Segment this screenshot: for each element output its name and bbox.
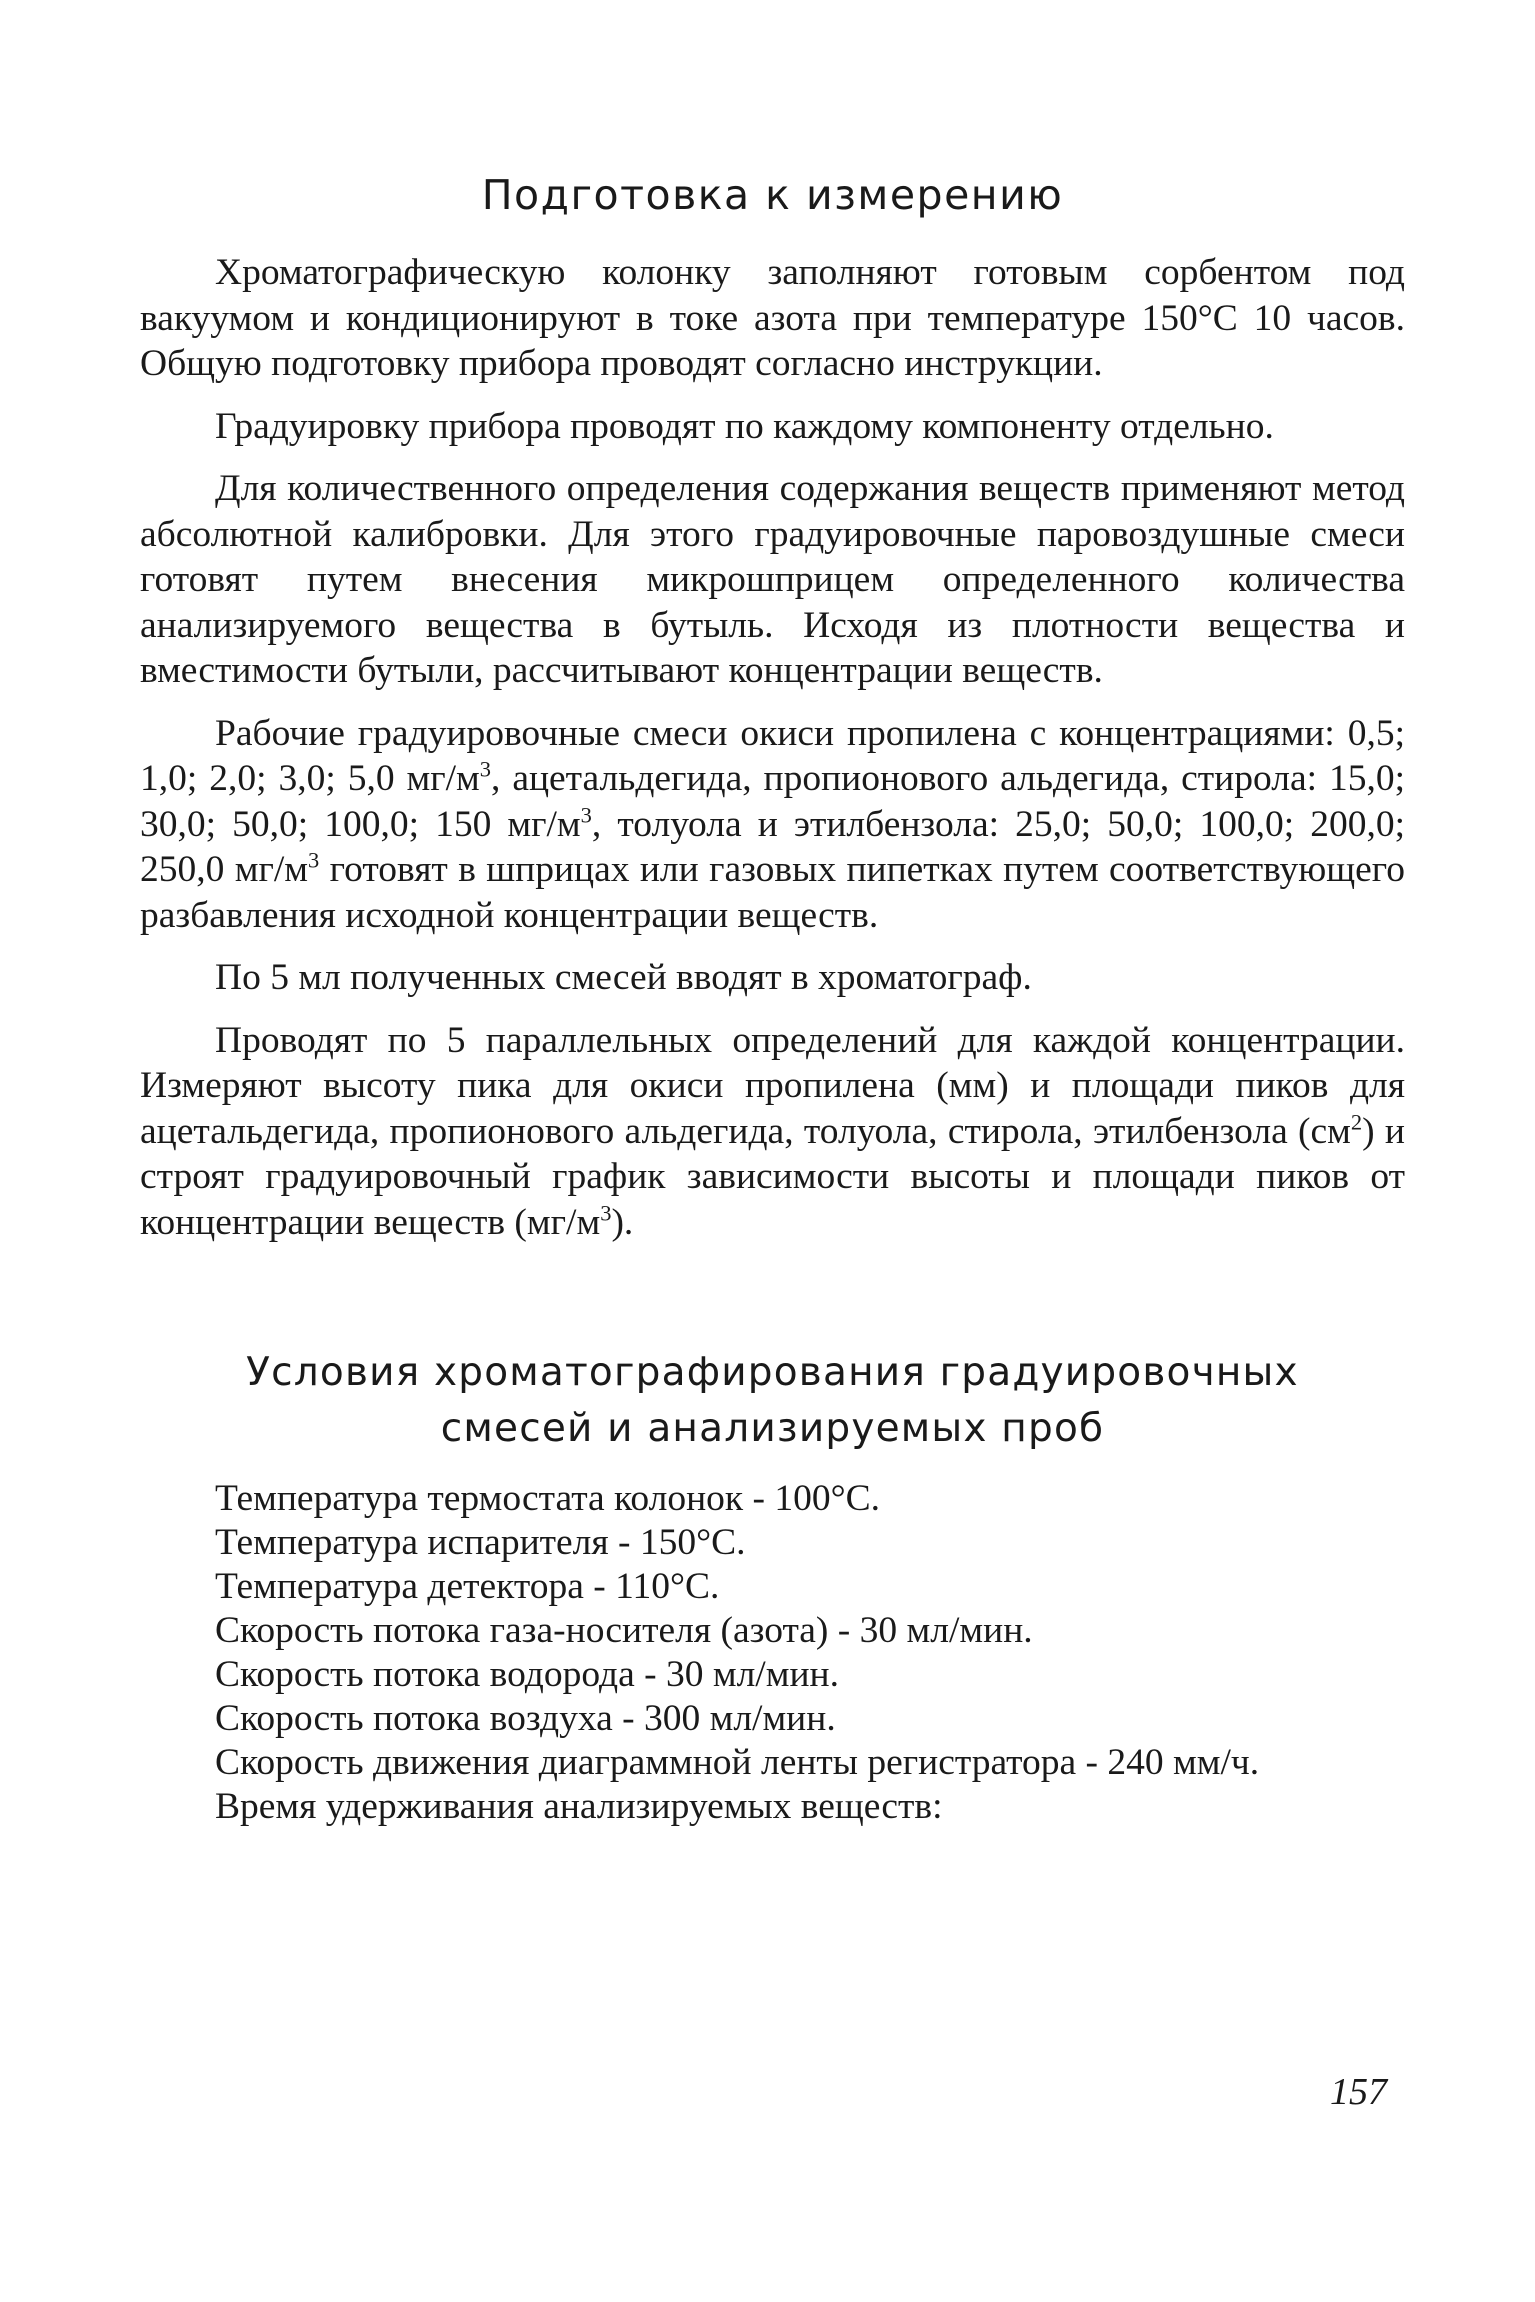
text-segment: Проводят по 5 параллельных определений для каждой концентрации. Измеряют высоту пика для окиси пропилена (мм) и площади пиков для ацетальдегида, пропионового альдегида, толуола, стирола, этилбензола (см <box>140 1019 1405 1152</box>
text-segment: , толуола и этилбензола: 25,0; 50,0; 100,0; 200,0; 250,0 мг/м <box>140 803 1405 890</box>
condition-item: Температура детектора - 110°С. <box>215 1566 720 1607</box>
text-segment: , ацетальдегида, пропионового альдегида, стирола: 15,0; 30,0; 50,0; 100,0; 150 мг/м <box>140 758 1405 845</box>
text-segment: ). <box>611 1201 634 1243</box>
paragraph-column-prep: Хроматографическую колонку заполняют готовым сорбентом под вакуумом и кондиционируют в токе азота при температуре 150°С 10 часов. Общую подготовку прибора проводят согласно инструкции. <box>140 252 1405 384</box>
superscript: 3 <box>600 1200 612 1225</box>
paragraph-parallel-determinations <box>140 1018 1405 1246</box>
paragraph-absolute-calibration: Для количественного определения содержания веществ применяют метод абсолютной калибровки. Для этого градуировочные паровоздушные смеси готовят путем внесения микрошприцем определенного количества анализируемого вещества в бутыль. Исходя из плотности вещества и вместимости бутыли, рассчитывают концентрации веществ. <box>140 468 1405 691</box>
text-segment: готовят в шприцах или газовых пипетках путем соответствующего разбавления исходной концентрации веществ. <box>140 849 1405 936</box>
conditions-list <box>140 1477 1405 1829</box>
condition-item: Температура испарителя - 150°С. <box>215 1522 746 1563</box>
paragraph-calibration: Градуировку прибора проводят по каждому компоненту отдельно. <box>215 405 1274 447</box>
superscript: 2 <box>1350 1109 1363 1134</box>
text-segment: ) и строят градуировочный график зависимости высоты и площади пиков от концентрации веществ (мг/м <box>140 1110 1405 1243</box>
superscript: 3 <box>479 756 492 782</box>
condition-item-retention: Время удерживания анализируемых веществ: <box>215 1786 943 1827</box>
title-line: смесей и анализируемых проб <box>440 1406 1105 1451</box>
section-title-preparation: Подготовка к измерению <box>481 171 1064 219</box>
condition-item: Температура термостата колонок - 100°С. <box>215 1478 881 1519</box>
section-title-conditions <box>140 1345 1405 1457</box>
text-segment: Рабочие градуировочные смеси окиси пропилена с концентрациями: 0,5; 1,0; 2,0; 3,0; 5,0 мг/м <box>140 712 1405 799</box>
condition-item: Скорость потока газа-носителя (азота) - 30 мл/мин. <box>215 1610 1033 1651</box>
condition-item: Скорость потока воздуха - 300 мл/мин. <box>215 1698 836 1739</box>
title-line: Условия хроматографирования градуировочных <box>246 1350 1299 1395</box>
superscript: 3 <box>308 847 320 873</box>
page-number: 157 <box>1330 2071 1387 2113</box>
document-page <box>140 170 1405 1829</box>
paragraph-working-mixtures <box>140 711 1405 939</box>
condition-item: Скорость потока водорода - 30 мл/мин. <box>215 1654 839 1695</box>
paragraph-injection: По 5 мл полученных смесей вводят в хроматограф. <box>215 957 1032 998</box>
superscript: 3 <box>580 802 592 827</box>
condition-item-chart-speed: Скорость движения диаграммной ленты регистратора - 240 мм/ч. <box>215 1742 1260 1783</box>
